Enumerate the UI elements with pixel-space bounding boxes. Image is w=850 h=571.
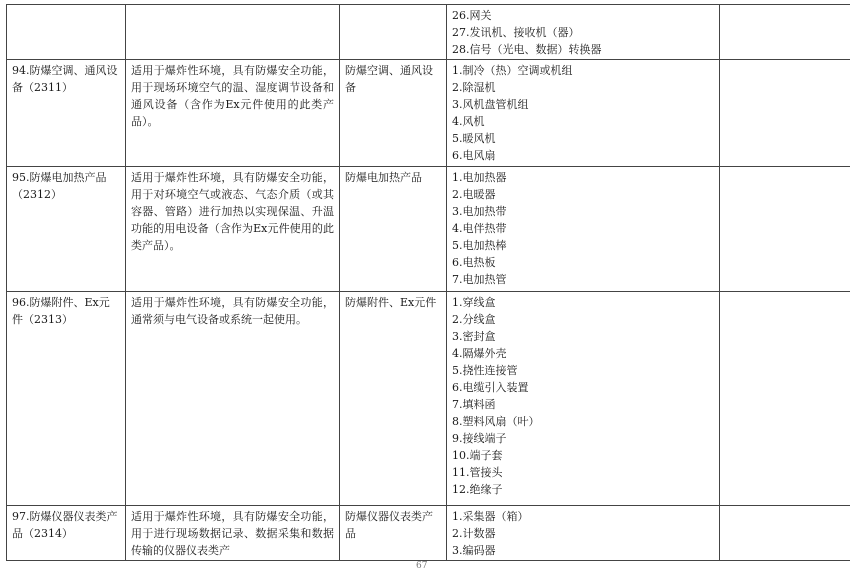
list-item: 6.电缆引入装置 bbox=[452, 379, 714, 396]
list-item: 2.分线盒 bbox=[452, 311, 714, 328]
product-description-cell: 适用于爆炸性环境，具有防爆安全功能，用于现场环境空气的温、湿度调节设备和通风设备（含作为Ex元件使用的此类产品）。 bbox=[126, 60, 340, 167]
list-item: 2.除湿机 bbox=[452, 79, 714, 96]
list-item: 5.电加热棒 bbox=[452, 237, 714, 254]
product-name-cell: 96.防爆附件、Ex元件（2313） bbox=[7, 292, 126, 506]
product-items-cell bbox=[447, 506, 720, 561]
note-cell bbox=[720, 5, 850, 60]
list-item: 28.信号（光电、数据）转换器 bbox=[452, 41, 714, 58]
list-item: 1.采集器（箱） bbox=[452, 508, 714, 525]
list-item: 4.风机 bbox=[452, 113, 714, 130]
list-item: 11.管接头 bbox=[452, 464, 714, 481]
list-item: 2.电暖器 bbox=[452, 186, 714, 203]
product-name-cell bbox=[7, 5, 126, 60]
product-name-cell: 95.防爆电加热产品（2312） bbox=[7, 167, 126, 292]
list-item: 12.绝缘子 bbox=[452, 481, 714, 498]
note-cell bbox=[720, 167, 850, 292]
note-cell bbox=[720, 292, 850, 506]
list-item: 3.电加热带 bbox=[452, 203, 714, 220]
list-item: 5.暖风机 bbox=[452, 130, 714, 147]
note-cell bbox=[720, 60, 850, 167]
product-description-cell: 适用于爆炸性环境，具有防爆安全功能，用于对环境空气或液态、气态介质（或其容器、管路）进行加热以实现保温、升温功能的用电设备（含作为Ex元件使用的此类产品）。 bbox=[126, 167, 340, 292]
list-item: 9.接线端子 bbox=[452, 430, 714, 447]
product-category-cell: 防爆附件、Ex元件 bbox=[340, 292, 447, 506]
product-description-cell: 适用于爆炸性环境，具有防爆安全功能，用于进行现场数据记录、数据采集和数据传输的仪器仪表类产 bbox=[126, 506, 340, 561]
product-items-cell bbox=[447, 167, 720, 292]
product-category-cell: 防爆空调、通风设备 bbox=[340, 60, 447, 167]
list-item: 7.电加热管 bbox=[452, 271, 714, 288]
table-row bbox=[7, 5, 850, 60]
product-name-cell: 94.防爆空调、通风设备（2311） bbox=[7, 60, 126, 167]
table-row bbox=[7, 60, 850, 167]
list-item: 6.电风扇 bbox=[452, 147, 714, 164]
product-description-cell: 适用于爆炸性环境，具有防爆安全功能，通常须与电气设备或系统一起使用。 bbox=[126, 292, 340, 506]
table-row bbox=[7, 292, 850, 506]
list-item: 3.风机盘管机组 bbox=[452, 96, 714, 113]
product-category-cell: 防爆仪器仪表类产品 bbox=[340, 506, 447, 561]
note-cell bbox=[720, 506, 850, 561]
list-item: 5.挠性连接管 bbox=[452, 362, 714, 379]
list-item: 7.填料函 bbox=[452, 396, 714, 413]
table-row bbox=[7, 506, 850, 561]
list-item: 3.密封盒 bbox=[452, 328, 714, 345]
product-category-cell bbox=[340, 5, 447, 60]
list-item: 6.电热板 bbox=[452, 254, 714, 271]
list-item: 27.发讯机、接收机（器） bbox=[452, 24, 714, 41]
list-item: 8.塑料风扇（叶） bbox=[452, 413, 714, 430]
list-item: 4.电伴热带 bbox=[452, 220, 714, 237]
list-item: 1.电加热器 bbox=[452, 169, 714, 186]
product-items-cell bbox=[447, 60, 720, 167]
product-catalog-table bbox=[6, 4, 850, 561]
list-item: 10.端子套 bbox=[452, 447, 714, 464]
list-item: 26.网关 bbox=[452, 7, 714, 24]
product-name-cell: 97.防爆仪器仪表类产品（2314） bbox=[7, 506, 126, 561]
table-row bbox=[7, 167, 850, 292]
product-items-cell bbox=[447, 292, 720, 506]
list-item: 1.穿线盒 bbox=[452, 294, 714, 311]
product-description-cell bbox=[126, 5, 340, 60]
list-item: 4.隔爆外壳 bbox=[452, 345, 714, 362]
list-item: 1.制冷（热）空调或机组 bbox=[452, 62, 714, 79]
list-item: 3.编码器 bbox=[452, 542, 714, 559]
list-item: 2.计数器 bbox=[452, 525, 714, 542]
product-category-cell: 防爆电加热产品 bbox=[340, 167, 447, 292]
page-number: 67 bbox=[416, 561, 427, 571]
product-items-cell bbox=[447, 5, 720, 60]
